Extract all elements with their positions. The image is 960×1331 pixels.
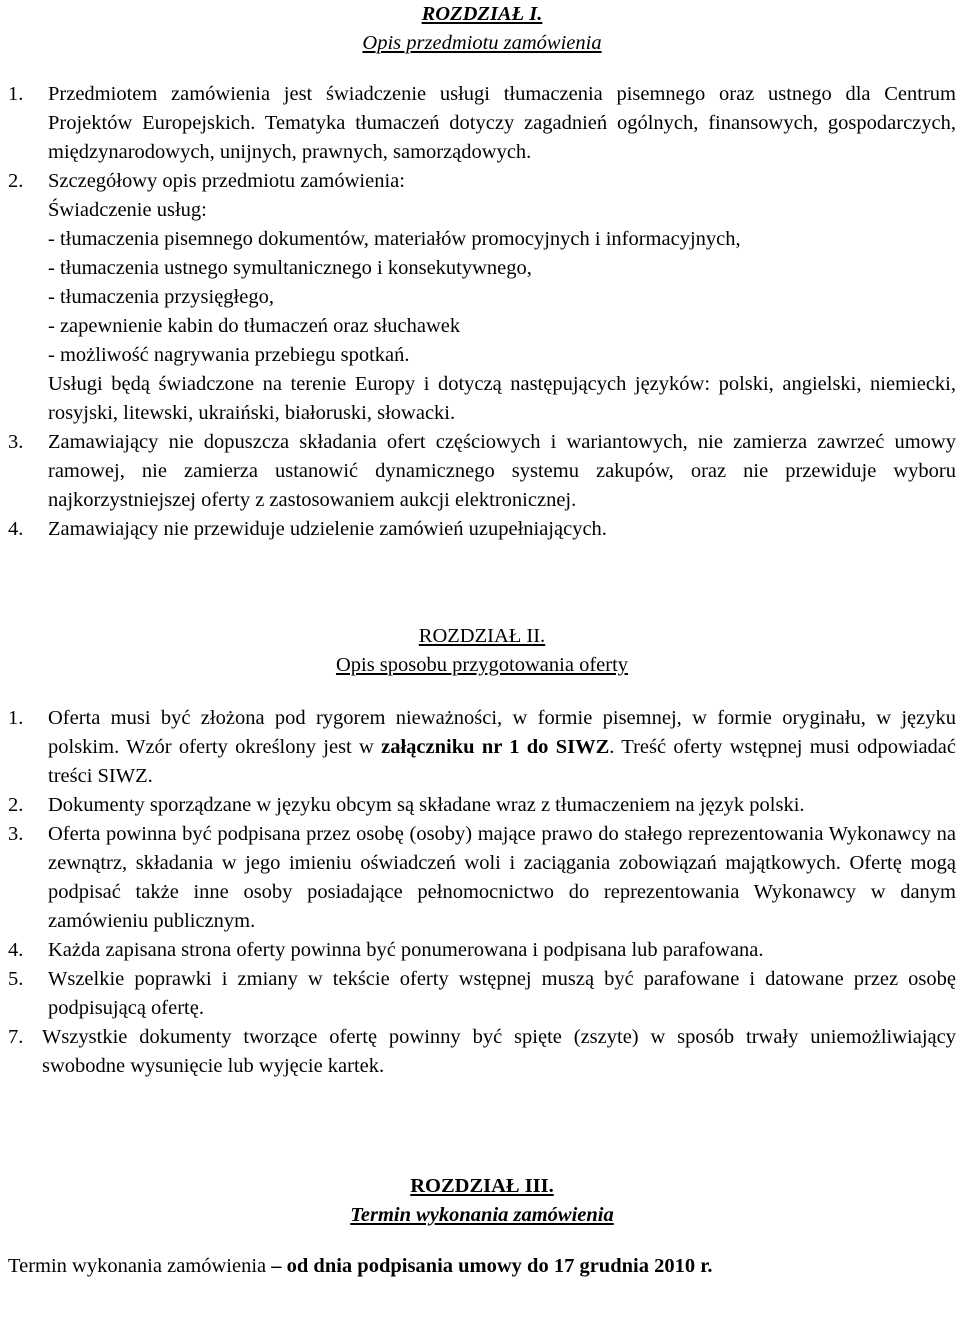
document-page (8, 0, 956, 1302)
list-item (8, 936, 956, 965)
item-line: - tłumaczenia ustnego symultanicznego i konsekutywnego, (48, 257, 532, 279)
item-text (48, 704, 956, 791)
item-text: Usługi będą świadczone na terenie Europy i dotyczą następujących języków: polski, angielski, niemiecki, rosyjski, litewski, ukraiński, białoruski, słowacki. (48, 373, 956, 424)
item-text-part: . Treść oferty wstępnej musi odpowiadać treści SIWZ. (48, 736, 956, 787)
item-text: Zamawiający nie dopuszcza składania ofert częściowych i wariantowych, nie zamierza zawrzeć umowy ramowej, nie zamierza ustanowić dynamicznego systemu zakupów, oraz nie przewiduje wyboru najkorzystniejszej oferty z zastosowaniem aukcji elektronicznej. (48, 431, 956, 511)
item-line: Szczegółowy opis przedmiotu zamówienia: (48, 170, 405, 192)
list-item (8, 791, 956, 820)
item-text: Wszelkie poprawki i zmiany w tekście oferty wstępnej muszą być parafowane i datowane przez osobę podpisującą ofertę. (48, 968, 956, 1019)
item-text-part: Oferta musi być złożona pod rygorem nieważności, w formie pisemnej, w formie oryginału, w języku polskim. Wzór oferty określony jest w (48, 707, 956, 758)
item-line: - tłumaczenia pisemnego dokumentów, materiałów promocyjnych i informacyjnych, (48, 228, 741, 250)
item-number: 1. (8, 707, 24, 729)
list-item (8, 515, 956, 544)
item-text: Zamawiający nie przewiduje udzielenie zamówień uzupełniających. (48, 518, 607, 540)
list-item (8, 167, 956, 428)
item-number: 2. (8, 170, 24, 192)
item-number: 4. (8, 939, 24, 961)
item-number: 5. (8, 968, 24, 990)
section-2-list (8, 704, 956, 1081)
section-1-title: ROZDZIAŁ I. (421, 3, 543, 25)
section-3-subtitle: Termin wykonania zamówienia (350, 1204, 614, 1226)
list-item (8, 820, 956, 936)
item-number: 2. (8, 794, 24, 816)
section-1-subtitle: Opis przedmiotu zamówienia (362, 32, 602, 54)
item-text: Każda zapisana strona oferty powinna być ponumerowana i podpisana lub parafowana. (48, 939, 764, 961)
list-item (8, 428, 956, 515)
item-line: Świadczenie usług: (48, 199, 207, 221)
list-item (8, 80, 956, 167)
list-item (8, 1023, 956, 1081)
completion-label: Termin wykonania zamówienia (8, 1255, 272, 1277)
item-number: 1. (8, 83, 24, 105)
completion-date: – od dnia podpisania umowy do 17 grudnia 2010 r. (271, 1255, 713, 1277)
item-line: - zapewnienie kabin do tłumaczeń oraz słuchawek (48, 315, 461, 337)
section-2-heading (8, 622, 956, 680)
item-line: - tłumaczenia przysięgłego, (48, 286, 274, 308)
item-text: Wszystkie dokumenty tworzące ofertę powinny być spięte (zszyte) w sposób trwały uniemożliwiający swobodne wysunięcie lub wyjęcie kartek. (42, 1026, 956, 1077)
list-item (8, 704, 956, 791)
section-1-list (8, 80, 956, 544)
item-number: 3. (8, 431, 24, 453)
item-number: 7. (8, 1026, 24, 1048)
item-line: - możliwość nagrywania przebiegu spotkań. (48, 344, 410, 366)
section-3-heading (8, 1172, 956, 1230)
section-1-heading (8, 0, 956, 58)
attachment-reference: załączniku nr 1 do SIWZ (381, 736, 610, 758)
section-3-title: ROZDZIAŁ III. (410, 1175, 554, 1197)
completion-date-text (8, 1252, 956, 1281)
item-text: Oferta powinna być podpisana przez osobę (osoby) mające prawo do stałego reprezentowania Wykonawcy na zewnątrz, składania w jego imieniu oświadczeń woli i zaciągania zobowiązań majątkowych. Ofertę mogą podpisać także inne osoby posiadające pełnomocnictwo do reprezentowania Wykonawcy w danym zamówieniu publicznym. (48, 823, 956, 932)
list-item (8, 965, 956, 1023)
item-text: Dokumenty sporządzane w języku obcym są składane wraz z tłumaczeniem na język polski. (48, 794, 805, 816)
section-2-title: ROZDZIAŁ II. (418, 625, 546, 647)
item-number: 3. (8, 823, 24, 845)
item-number: 4. (8, 518, 24, 540)
item-text: Przedmiotem zamówienia jest świadczenie usługi tłumaczenia pisemnego oraz ustnego dla Centrum Projektów Europejskich. Tematyka tłumaczeń dotyczy zagadnień ogólnych, finansowych, gospodarczych, międzynarodowych, unijnych, prawnych, samorządowych. (48, 83, 956, 163)
section-2-subtitle: Opis sposobu przygotowania oferty (335, 654, 629, 676)
